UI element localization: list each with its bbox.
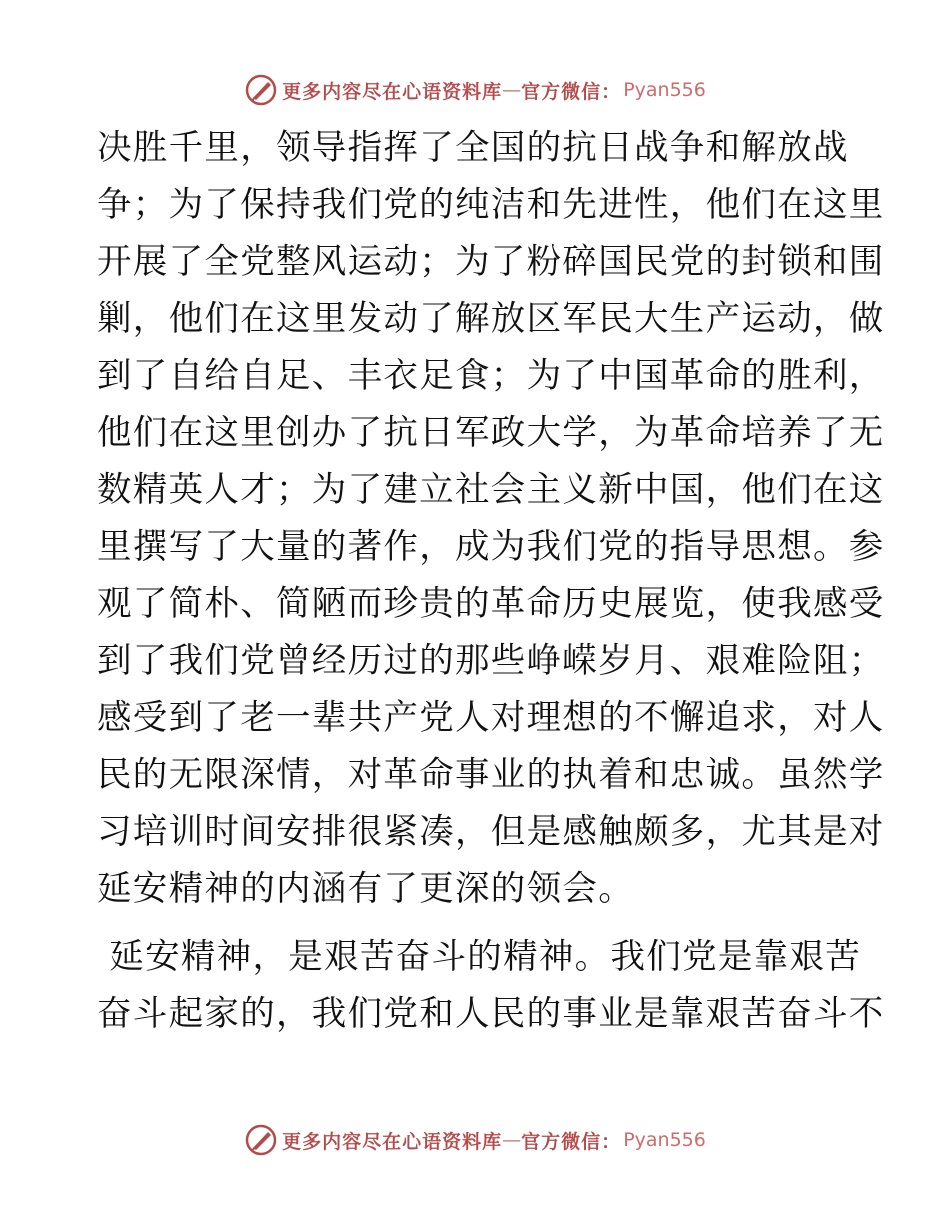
paragraph-2	[97, 929, 885, 1043]
text-line: 延安精神的内涵有了更深的领会。	[97, 869, 634, 909]
banner-wechat-label: 官方微信：	[521, 80, 622, 103]
banner-main-text: 更多内容尽在心语资料库	[282, 1130, 503, 1153]
banner-dash: —	[502, 79, 522, 101]
text-line: 奋斗起家的，我们党和人民的事业是靠艰苦奋斗不	[97, 994, 885, 1034]
text-line: 习培训时间安排很紧凑，但是感触颇多，尤其是对	[97, 812, 885, 852]
text-line: 里撰写了大量的著作，成为我们党的指导思想。参	[97, 527, 885, 567]
text-line: 争；为了保持我们党的纯洁和先进性，他们在这里	[97, 185, 885, 225]
footer-banner	[0, 1120, 950, 1160]
header-banner	[0, 70, 950, 110]
text-line: 数精英人才；为了建立社会主义新中国，他们在这	[97, 470, 885, 510]
text-line: 延安精神，是艰苦奋斗的精神。我们党是靠艰苦	[97, 937, 862, 977]
text-line: 决胜千里，领导指挥了全国的抗日战争和解放战	[97, 128, 849, 168]
text-line: 开展了全党整风运动；为了粉碎国民党的封锁和围	[97, 242, 885, 282]
text-line: 观了简朴、简陋而珍贵的革命历史展览，使我感受	[97, 584, 885, 624]
text-line: 他们在这里创办了抗日军政大学，为革命培养了无	[97, 413, 885, 453]
paragraph-1	[97, 120, 885, 918]
banner-dash: —	[502, 1129, 522, 1151]
banner-main-text: 更多内容尽在心语资料库	[282, 80, 503, 103]
banner-wechat-id: Pyan556	[623, 79, 706, 101]
text-line: 剿，他们在这里发动了解放区军民大生产运动，做	[97, 299, 885, 339]
quill-logo-icon	[244, 73, 278, 107]
text-line: 感受到了老一辈共产党人对理想的不懈追求，对人	[97, 698, 885, 738]
quill-logo-icon	[244, 1123, 278, 1157]
banner-wechat-id: Pyan556	[623, 1129, 706, 1151]
paragraph-gap	[97, 918, 857, 929]
text-line: 民的无限深情，对革命事业的执着和忠诚。虽然学	[97, 755, 885, 795]
banner-wechat-label: 官方微信：	[521, 1130, 622, 1153]
text-line: 到了自给自足、丰衣足食；为了中国革命的胜利，	[97, 356, 885, 396]
text-line: 到了我们党曾经历过的那些峥嵘岁月、艰难险阻；	[97, 641, 885, 681]
document-body	[97, 120, 885, 1043]
